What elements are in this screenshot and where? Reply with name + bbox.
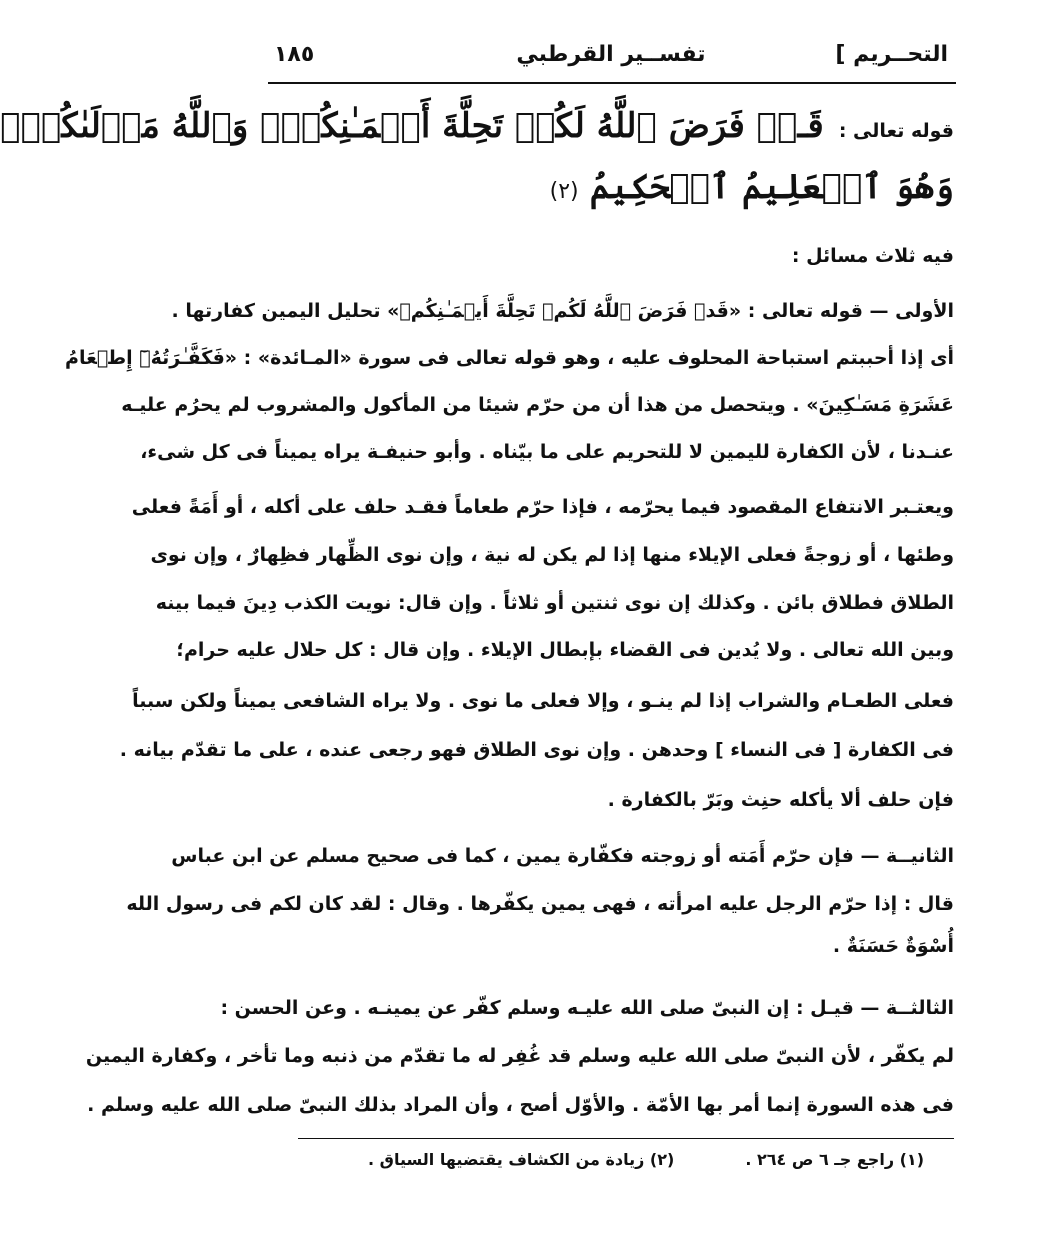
p1-line-5: ويعتـبر الانتفاع المقصود فيما يحرّمه ، فإذا حرّم طعاماً فقـد حلف على أكله ، أو أَمَةً فعلى: [131, 496, 954, 518]
footnote-divider: [298, 1138, 954, 1139]
p2-line-2: قال : إذا حرّم الرجل عليه امرأته ، فهى يمين يكفّرها . وقال : لقد كان لكم فى رسول الله: [126, 893, 954, 915]
running-head-title: تفســير القرطبي: [516, 42, 706, 67]
verse-text-2: وَهُوَ ٱلۡعَلِيمُ ٱلۡحَكِيمُ: [589, 167, 954, 207]
running-head-surah: التحــريم ]: [835, 42, 948, 67]
p1-line-3: عَشَرَةِ مَسَـٰكِينَ» . ويتحصل من هذا أن من حرّم شيئا من المأكول والمشروب لم يحرُم عليـه: [121, 394, 954, 416]
p1-line-10: فى الكفارة [ فى النساء ] وحدهن . وإن نوى الطلاق فهو رجعى عنده ، على ما تقدّم بيانه .: [119, 739, 954, 761]
footnote-2: (٢) زيادة من الكشاف يقتضيها السياق .: [368, 1150, 675, 1169]
p1-line-7: الطلاق فطلاق بائن . وكذلك إن نوى ثنتين أو ثلاثاً . وإن قال: نويت الكذب دِينَ فيما بينه: [155, 592, 954, 614]
verse-line-1: [0, 106, 954, 162]
page-number: ١٨٥: [274, 42, 315, 67]
p1-line-6: وطئها ، أو زوجةً فعلى الإيلاء منها إذا لم يكن له نية ، وإن نوى الظِّهار فظِهارٌ ، وإن نوى: [150, 544, 954, 566]
masail-intro: فيه ثلاث مسائل :: [791, 245, 954, 267]
p1-line-9: فعلى الطعـام والشراب إذا لم ينـو ، وإلا فعلى ما نوى . ولا يراه الشافعى يميناً ولكن سبباً: [132, 690, 954, 712]
verse-line-2: [274, 166, 954, 222]
header-divider: [268, 82, 956, 84]
p1-line-1: الأولى — قوله تعالى : «قَدۡ فَرَضَ ٱللَّهُ لَكُمۡ تَحِلَّةَ أَيۡمَـٰنِكُمۡ» تحليل اليمين كفارتها .: [171, 300, 954, 322]
p3-line-3: فى هذه السورة إنما أمر بها الأمّة . والأوّل أصح ، وأن المراد بذلك النبىّ صلى الله عليه وسلم .: [87, 1094, 954, 1116]
verse-intro: قوله تعالى :: [838, 120, 954, 142]
p3-line-2: لم يكفّر ، لأن النبىّ صلى الله عليه وسلم قد غُفِر له ما تقدّم من ذنبه وما تأخر ، وكفارة اليمين: [85, 1045, 954, 1067]
p2-line-3: أُسْوَةٌ حَسَنَةٌ .: [832, 935, 954, 957]
page-header: [274, 36, 948, 82]
p2-line-1: الثانيــة — فإن حرّم أَمَته أو زوجته فكفّارة يمين ، كما فى صحيح مسلم عن ابن عباس: [171, 845, 954, 867]
footnotes: [368, 1150, 924, 1180]
p1-line-4: عنـدنا ، لأن الكفارة لليمين لا للتحريم على ما بيّناه . وأبو حنيفـة يراه يميناً فى كل شىء،: [140, 441, 954, 463]
p1-line-2: أى إذا أحببتم استباحة المحلوف عليه ، وهو قوله تعالى فى سورة «المـائدة» : «فَكَفَّـٰرَتُهُۥٓ إِطۡعَامُ: [65, 347, 954, 369]
p3-line-1: الثالثــة — قيـل : إن النبىّ صلى الله عليـه وسلم كفّر عن يمينـه . وعن الحسن :: [220, 997, 954, 1019]
p1-line-8: وبين الله تعالى . ولا يُدين فى القضاء بإبطال الإيلاء . وإن قال : كل حلال عليه حرام؛: [176, 639, 954, 661]
verse-text-1: قَـدۡ فَرَضَ ٱللَّهُ لَكُمۡ تَحِلَّةَ أَيۡمَـٰنِكُمۡۚ وَٱللَّهُ مَوۡلَىٰكُمۡۖ: [0, 106, 824, 146]
p1-line-11: فإن حلف ألا يأكله حنِث وبَرّ بالكفارة .: [607, 789, 954, 811]
footnote-1: (١) راجع جـ ٦ ص ٢٦٤ .: [745, 1150, 924, 1169]
ayah-number: (٢): [549, 179, 579, 204]
